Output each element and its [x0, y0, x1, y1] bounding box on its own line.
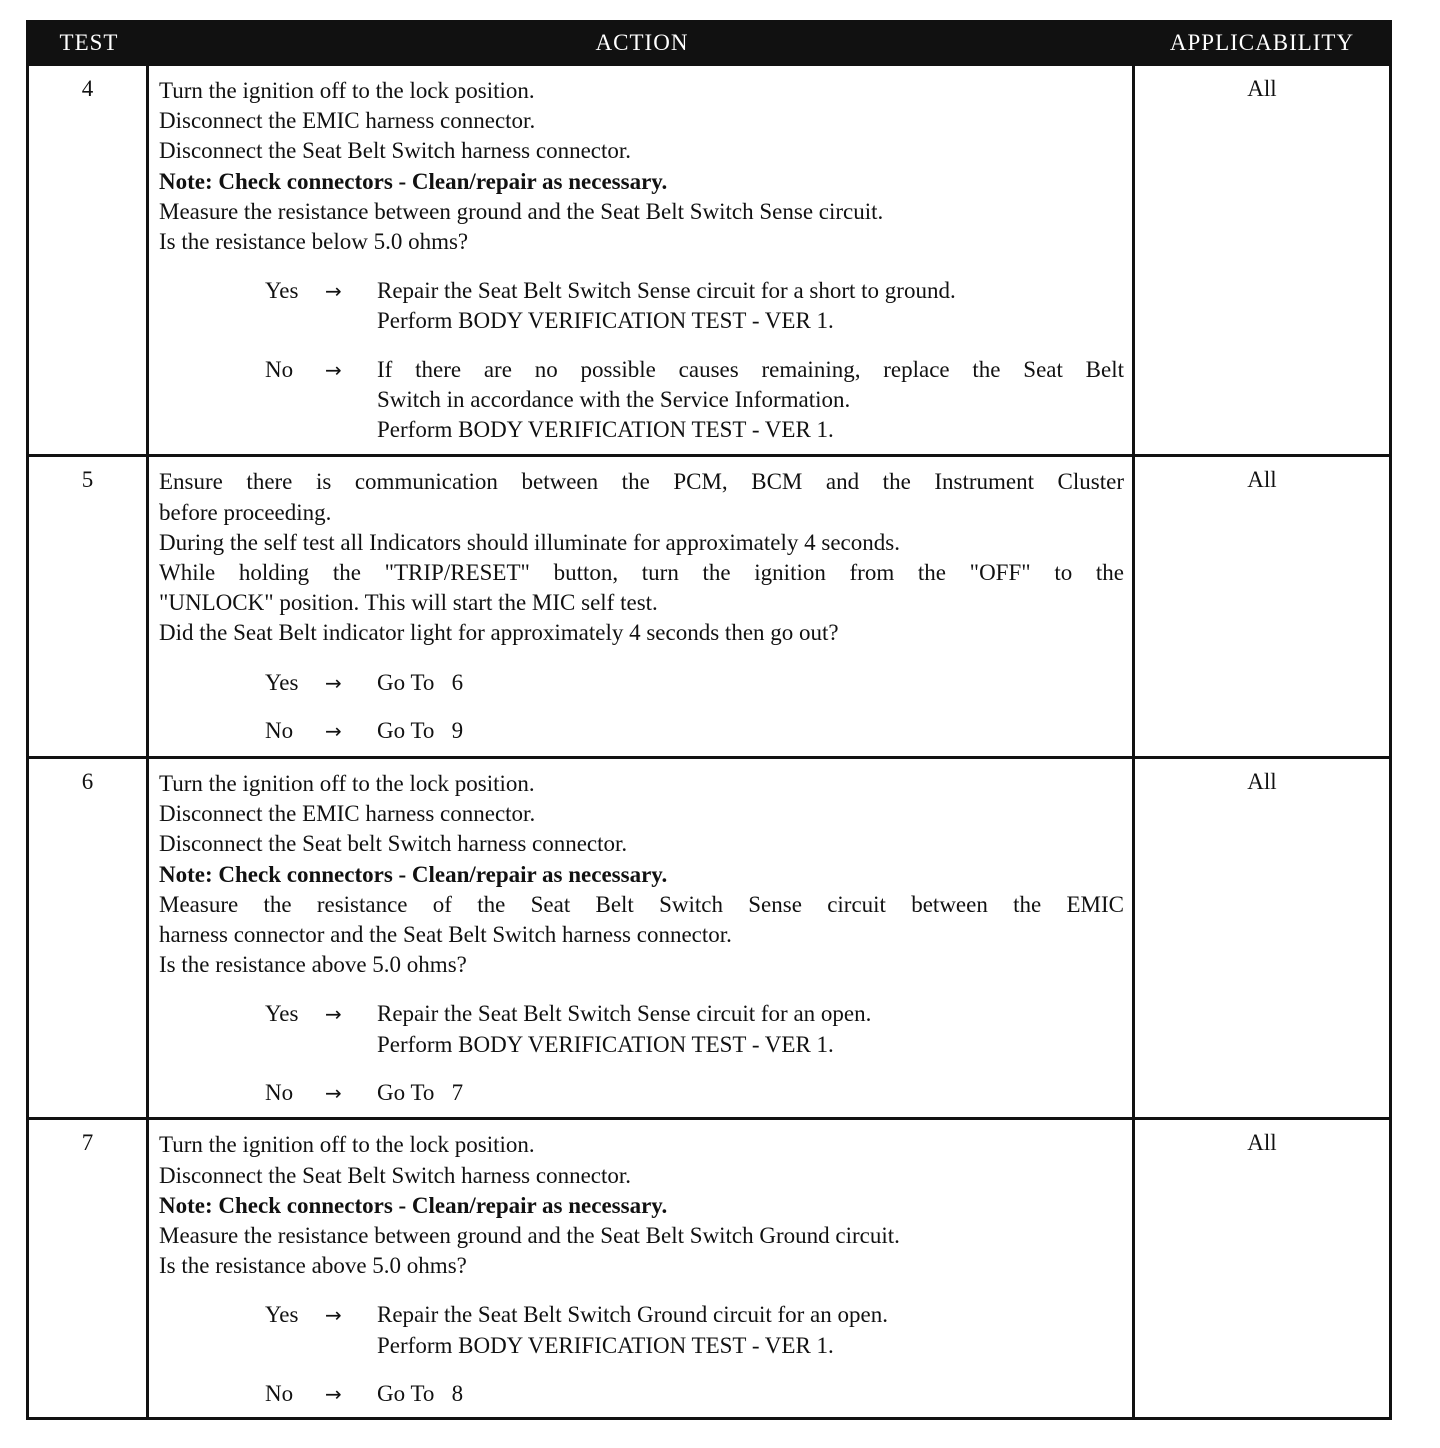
- outcome-yes: [159, 999, 1124, 1059]
- outcome-label: Yes: [265, 669, 299, 695]
- outcome-label: No: [265, 356, 294, 382]
- test-number: 7: [29, 1120, 149, 1417]
- right-arrow-icon: →: [325, 279, 342, 304]
- outcome-text: [377, 668, 1124, 698]
- right-arrow-icon: →: [325, 1303, 342, 1328]
- outcome-text: [377, 1078, 1124, 1108]
- header-action: ACTION: [595, 30, 689, 55]
- applicability-cell: All: [1247, 76, 1277, 101]
- test-number: 4: [29, 66, 149, 454]
- action-step: During the self test all Indicators should illuminate for approximately 4 seconds.: [159, 529, 900, 555]
- action-step: Measure the resistance of the Seat Belt Switch Sense circuit between the EMIC: [159, 891, 1124, 917]
- action-step: Disconnect the EMIC harness connector.: [159, 801, 536, 827]
- header-test: TEST: [59, 30, 119, 55]
- outcome-text: [377, 276, 1124, 336]
- outcome-label: Yes: [265, 278, 299, 304]
- outcome-line: If there are no possible causes remaining, replace the Seat Belt: [377, 356, 1124, 382]
- action-step: Disconnect the Seat Belt Switch harness connector.: [159, 1162, 632, 1188]
- outcome-yes: [159, 668, 1124, 698]
- action-step: Disconnect the Seat belt Switch harness connector.: [159, 831, 628, 857]
- header-applicability: APPLICABILITY: [1169, 30, 1355, 55]
- outcome-yes: [159, 1300, 1124, 1360]
- action-step: While holding the "TRIP/RESET" button, turn the ignition from the "OFF" to the: [159, 560, 1124, 585]
- action-question: Is the resistance below 5.0 ohms?: [159, 229, 469, 255]
- right-arrow-icon: →: [325, 718, 342, 743]
- action-cell: [149, 457, 1135, 756]
- outcome-line: Perform BODY VERIFICATION TEST - VER 1.: [377, 417, 834, 443]
- action-step: Ensure there is communication between the PCM, BCM and the Instrument Cluster: [159, 469, 1124, 495]
- applicability-cell: All: [1247, 768, 1277, 794]
- action-step: before proceeding.: [159, 499, 332, 525]
- table-row: [29, 756, 1389, 1117]
- right-arrow-icon: →: [325, 670, 342, 695]
- outcome-label: Yes: [265, 1001, 299, 1027]
- outcome-no: [159, 1078, 1124, 1108]
- outcome-line: Perform BODY VERIFICATION TEST - VER 1.: [377, 308, 834, 334]
- outcomes: [159, 668, 1124, 746]
- outcome-yes: [159, 276, 1124, 336]
- action-step: harness connector and the Seat Belt Switch harness connector.: [159, 921, 732, 947]
- goto-link: Go To 7: [377, 1079, 464, 1105]
- table-row: [29, 63, 1389, 454]
- outcome-label: No: [265, 1380, 294, 1406]
- goto-link: Go To 6: [377, 669, 464, 695]
- outcome-text: [377, 716, 1124, 746]
- action-step: Disconnect the Seat Belt Switch harness connector.: [159, 138, 632, 164]
- test-number: 5: [29, 457, 149, 756]
- table-header: [29, 23, 1389, 63]
- action-cell: [149, 1120, 1135, 1417]
- test-number: 6: [29, 759, 149, 1117]
- action-cell: [149, 66, 1135, 454]
- action-question: Is the resistance above 5.0 ohms?: [159, 1253, 467, 1279]
- outcome-line: Repair the Seat Belt Switch Sense circuit for an open.: [377, 1001, 872, 1027]
- diagnostic-test-table: [26, 20, 1392, 1420]
- outcome-text: [377, 355, 1124, 446]
- action-step: Turn the ignition off to the lock position.: [159, 78, 535, 103]
- applicability-cell: All: [1247, 467, 1277, 493]
- action-step: "UNLOCK" position. This will start the MIC self test.: [159, 590, 658, 616]
- right-arrow-icon: →: [325, 357, 342, 382]
- outcome-no: [159, 1379, 1124, 1409]
- outcome-label: Yes: [265, 1302, 299, 1328]
- action-step: Turn the ignition off to the lock position.: [159, 1132, 535, 1158]
- goto-link: Go To 8: [377, 1380, 464, 1406]
- outcome-text: [377, 1379, 1124, 1409]
- outcome-line: Switch in accordance with the Service Information.: [377, 386, 851, 412]
- outcome-text: [377, 999, 1124, 1059]
- applicability-cell: All: [1247, 1130, 1277, 1156]
- outcomes: [159, 276, 1124, 445]
- outcome-label: No: [265, 717, 294, 743]
- action-note: Note: Check connectors - Clean/repair as necessary.: [159, 1192, 668, 1218]
- action-question: Did the Seat Belt indicator light for approximately 4 seconds then go out?: [159, 620, 839, 646]
- outcome-line: Perform BODY VERIFICATION TEST - VER 1.: [377, 1332, 834, 1358]
- action-cell: [149, 759, 1135, 1117]
- action-step: Measure the resistance between ground and the Seat Belt Switch Sense circuit.: [159, 198, 884, 224]
- action-step: Disconnect the EMIC harness connector.: [159, 108, 536, 134]
- action-step: Measure the resistance between ground and the Seat Belt Switch Ground circuit.: [159, 1222, 900, 1248]
- action-note: Note: Check connectors - Clean/repair as necessary.: [159, 861, 668, 887]
- goto-link: Go To 9: [377, 717, 464, 743]
- outcome-line: Repair the Seat Belt Switch Ground circuit for an open.: [377, 1302, 888, 1328]
- action-step: Turn the ignition off to the lock position.: [159, 770, 535, 796]
- action-note: Note: Check connectors - Clean/repair as necessary.: [159, 168, 668, 194]
- action-question: Is the resistance above 5.0 ohms?: [159, 952, 467, 978]
- right-arrow-icon: →: [325, 1080, 342, 1105]
- outcome-line: Repair the Seat Belt Switch Sense circuit for a short to ground.: [377, 278, 956, 304]
- table-row: [29, 1117, 1389, 1417]
- right-arrow-icon: →: [325, 1381, 342, 1406]
- outcome-text: [377, 1300, 1124, 1360]
- outcome-line: Perform BODY VERIFICATION TEST - VER 1.: [377, 1031, 834, 1057]
- outcome-no: [159, 716, 1124, 746]
- outcomes: [159, 1300, 1124, 1409]
- outcomes: [159, 999, 1124, 1108]
- table-row: [29, 454, 1389, 756]
- outcome-label: No: [265, 1079, 294, 1105]
- right-arrow-icon: →: [325, 1002, 342, 1027]
- outcome-no: [159, 355, 1124, 446]
